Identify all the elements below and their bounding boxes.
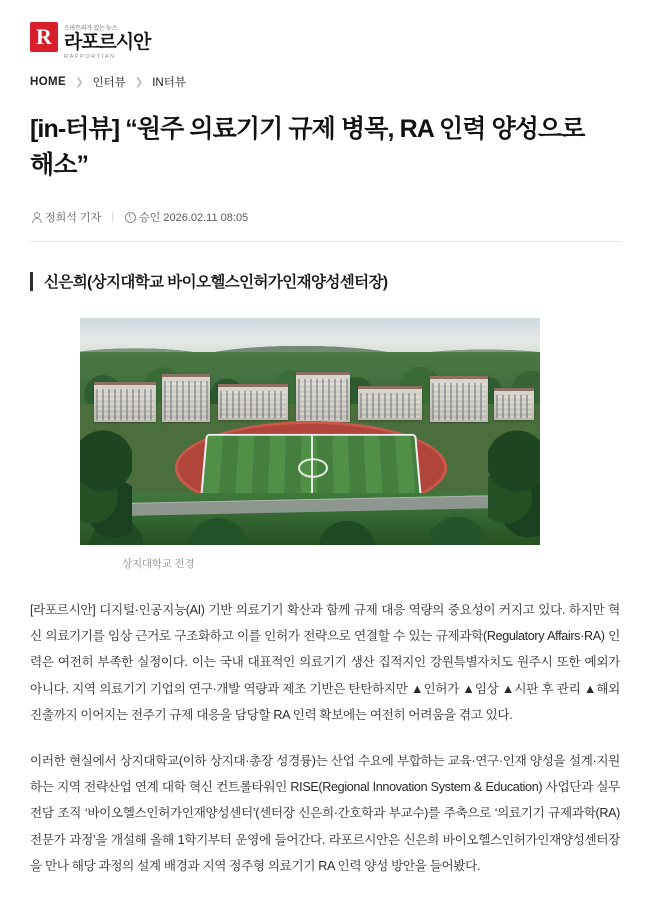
photo-building	[296, 372, 350, 422]
logo-subtitle: RAPPORTIAN	[64, 54, 116, 60]
author-name: 정희석 기자	[45, 212, 102, 224]
published-date: 승인 2026.02.11 08:05	[139, 212, 249, 224]
logo-mark-icon: R	[30, 22, 58, 52]
breadcrumb-item-home[interactable]: HOME	[30, 76, 67, 88]
article-paragraph: 이러한 현실에서 상지대학교(이하 상지대·총장 성경륭)는 산업 수요에 부합하는 교육·연구·인재 양성을 설계·지원하는 지역 전략산업 연계 대학 혁신 컨트롤타워인 RISE(Regional Innovation System & Education) 사업단과 실무 전담 조직 ‘바이오헬스인허가인재양성센터’(센터장 신은희·간호학과 부교수)를 주축으로 ‘의료기기 규제과학(RA) 전문가 과정’을 개설해 올해 1학기부터 운영에 들어간다. 라포르시안은 신은희 바이오헬스인허가인재양성센터장을 만나 해당 과정의 설계 배경과 지역 정주형 의료기기 RA 인력 양성 방안을 들어봤다.	[30, 753, 620, 873]
logo-kicker: 스마트리가 있는 뉴스	[64, 26, 118, 32]
breadcrumb	[30, 74, 620, 90]
photo-buildings	[80, 364, 540, 426]
logo-wordmark: 라포르시안	[64, 32, 151, 53]
breadcrumb-item-interview[interactable]: 인터뷰	[92, 77, 126, 89]
logo-text	[64, 22, 150, 60]
photo-building	[94, 382, 156, 422]
chevron-right-icon: ❯	[134, 76, 144, 88]
page-title: [in-터뷰] “원주 의료기기 규제 병목, RA 인력 양성으로 해소”	[30, 115, 585, 179]
article-subheading	[30, 270, 620, 292]
article-figure	[30, 318, 620, 571]
byline-divider: |	[111, 211, 115, 223]
site-masthead[interactable]	[30, 22, 620, 60]
subheading-accent-bar	[30, 272, 33, 291]
photo-soccer-field	[200, 434, 422, 500]
photo-building	[218, 384, 288, 420]
breadcrumb-item-in-interview[interactable]: IN터뷰	[152, 77, 186, 89]
article-body	[30, 597, 620, 879]
campus-aerial-photo	[80, 318, 540, 545]
photo-building	[494, 388, 534, 420]
photo-tree-right	[488, 425, 540, 545]
person-icon	[30, 212, 41, 223]
byline-timestamp	[124, 209, 248, 225]
photo-foreground-greenery	[80, 493, 540, 545]
byline	[30, 209, 620, 241]
header-divider	[30, 241, 620, 242]
chevron-right-icon: ❯	[75, 76, 84, 88]
article-paragraph: [라포르시안] 디지털·인공지능(AI) 기반 의료기기 확산과 함께 규제 대응 역량의 중요성이 커지고 있다. 하지만 혁신 의료기기를 임상 근거로 구조화하고 이를 인허가 전략으로 연결할 수 있는 규제과학(Regulatory Affairs·RA) 인력은 여전히 부족한 실정이다. 이는 국내 대표적인 의료기기 생산 집적지인 강원특별자치도 원주시 또한 예외가 아니다. 지역 의료기기 기업의 연구·개발 역량과 제조 기반은 탄탄하지만 ▲인허가 ▲임상 ▲시판 후 관리 ▲해외 진출까지 이어지는 전주기 규제 대응을 담당할 RA 인력 확보에는 여전히 어려움을 겪고 있다.	[30, 603, 620, 722]
clock-icon	[124, 212, 135, 223]
photo-building	[358, 386, 422, 420]
figure-caption: 상지대학교 전경	[122, 558, 195, 570]
photo-building	[430, 376, 488, 422]
photo-building	[162, 374, 210, 422]
byline-author	[30, 209, 101, 225]
subheading-text: 신은희(상지대학교 바이오헬스인허가인재양성센터장)	[44, 274, 388, 291]
photo-tree-left	[80, 425, 132, 545]
